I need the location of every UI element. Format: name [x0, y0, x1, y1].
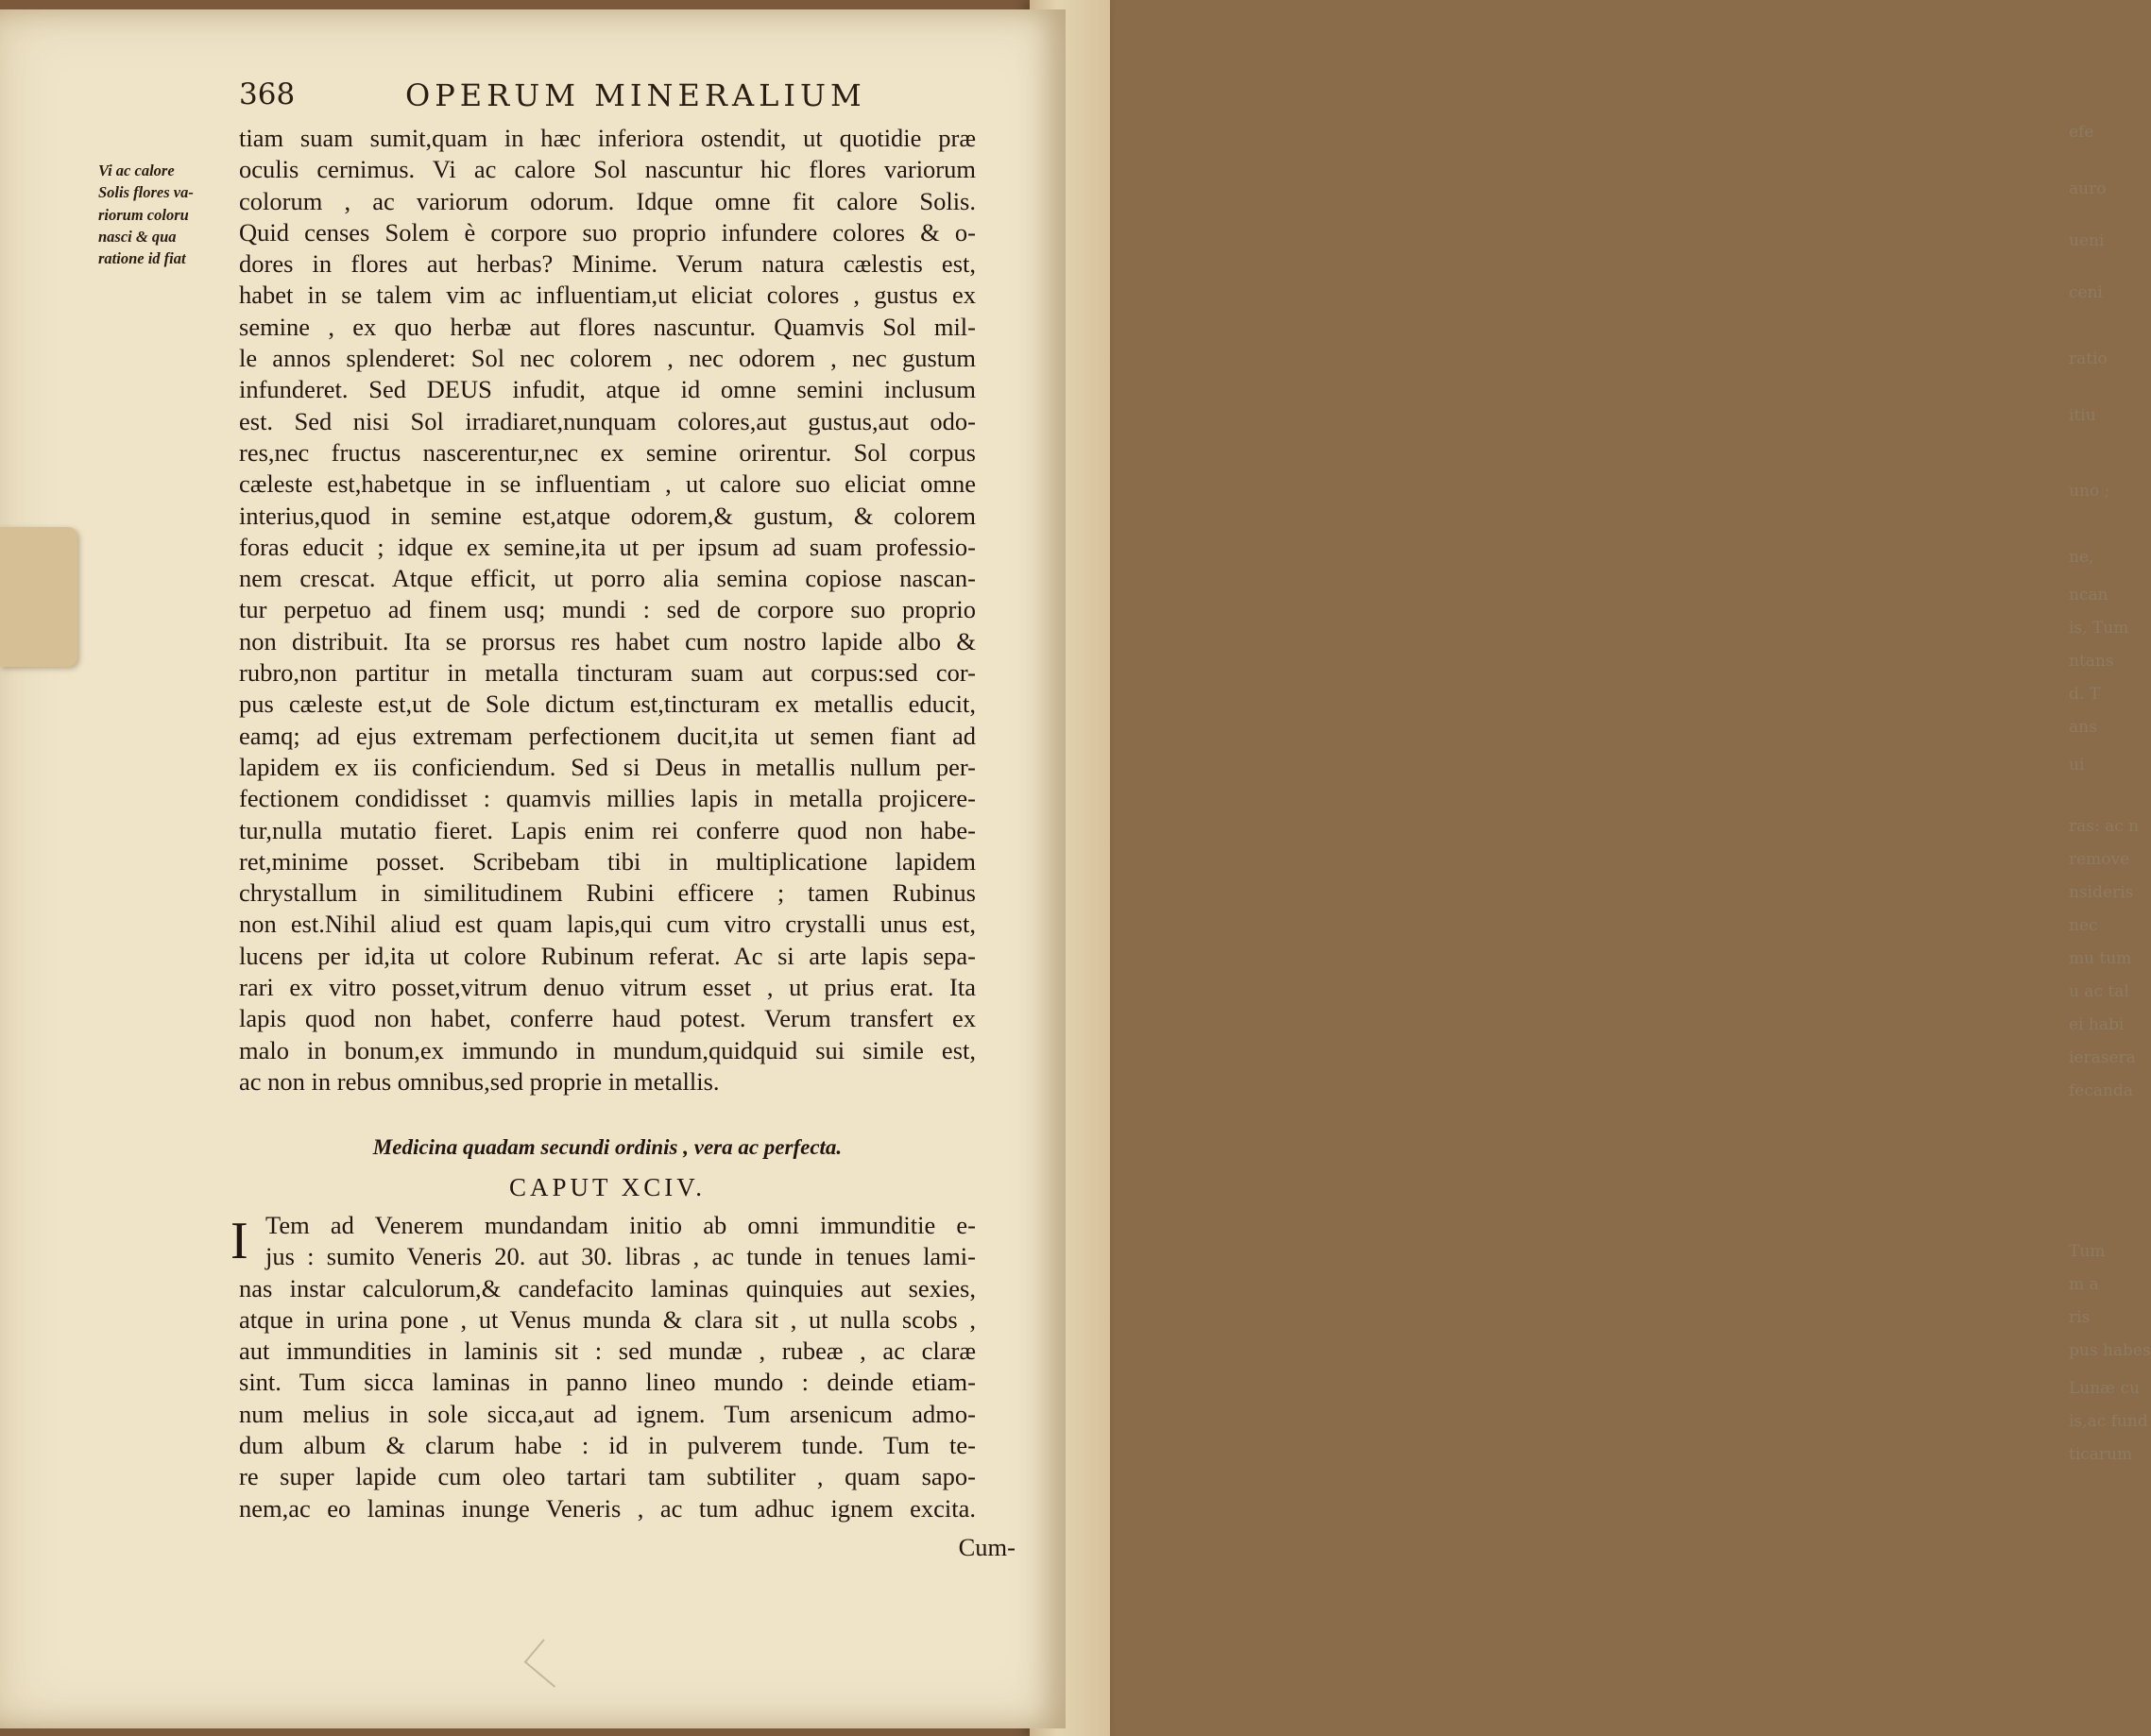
- text-line: fectionem condidisset : quamvis millies lapis in metalla projicere-: [239, 784, 976, 813]
- text-line: cæleste est,habetque in se influentiam , ut calore suo eliciat omne: [239, 469, 976, 499]
- marginal-note: [98, 160, 240, 269]
- text-line: rubro,non partitur in metalla tincturam suam aut corpus:sed cor-: [239, 658, 976, 688]
- bleed-text: itiu: [2069, 406, 2096, 425]
- margin-note-line: nasci & qua: [98, 227, 177, 246]
- bleed-text: ui: [2069, 756, 2085, 774]
- text-line: est. Sed nisi Sol irradiaret,nunquam colores,aut gustus,aut odo-: [239, 406, 976, 435]
- text-line: foras educit ; idque ex semine,ita ut per ipsum ad suam professio-: [239, 532, 976, 561]
- text-line: chrystallum in similitudinem Rubini efficere ; tamen Rubinus: [239, 878, 976, 908]
- text-line: lucens per id,ita ut colore Rubinum referat. Ac si arte lapis sepa-: [239, 941, 976, 970]
- text-line: semine , ex quo herbæ aut flores nascuntur. Quamvis Sol mil-: [239, 312, 976, 341]
- text-line: non est.Nihil aliud est quam lapis,qui cum vitro crystalli unus est,: [239, 910, 976, 939]
- bleed-text: ueni: [2069, 231, 2105, 250]
- bleed-text: mu tum: [2069, 949, 2132, 968]
- section-heading: Medicina quadam secundi ordinis , vera ac perfecta.: [372, 1135, 843, 1159]
- text-line: aut immundities in laminis sit : sed mundæ , rubeæ , ac claræ: [239, 1336, 976, 1366]
- drop-cap: I: [230, 1212, 248, 1270]
- text-line: tur,nulla mutatio fieret. Lapis enim rei conferre quod non habe-: [239, 815, 976, 844]
- text-line: ret,minime posset. Scribebam tibi in multiplicatione lapidem: [239, 846, 976, 876]
- text-line: ac non in rebus omnibus,sed proprie in metallis.: [239, 1066, 720, 1096]
- text-line: colorum , ac variorum odorum. Idque omne fit calore Solis.: [239, 186, 976, 215]
- bleed-text: ris: [2069, 1308, 2091, 1327]
- bleed-text: efe: [2069, 123, 2094, 142]
- catchword: Cum-: [958, 1533, 1016, 1561]
- bleed-text: nsideris: [2069, 883, 2134, 902]
- text-line: habet in se talem vim ac influentiam,ut eliciat colores , gustus ex: [239, 281, 976, 310]
- bleed-text: m a: [2069, 1275, 2099, 1294]
- bleed-text: d. T: [2069, 685, 2101, 704]
- text-line: dores in flores aut herbas? Minime. Verum natura cælestis est,: [239, 249, 976, 279]
- body-paragraph-2: [239, 1210, 976, 1524]
- bleed-text: ierasera: [2069, 1048, 2136, 1067]
- text-line: lapidem ex iis conficiendum. Sed si Deus in metallis nullum per-: [239, 752, 976, 781]
- bleed-text: is,ac fund: [2069, 1412, 2148, 1431]
- margin-note-line: Vi ac calore: [98, 162, 175, 179]
- page-number: 368: [239, 77, 296, 111]
- page-header: [239, 77, 995, 120]
- text-line: oculis cernimus. Vi ac calore Sol nascuntur hic flores variorum: [239, 155, 976, 184]
- bleed-text: ratio: [2069, 349, 2108, 368]
- margin-note-line: ratione id fiat: [98, 249, 186, 268]
- bleed-text: ntans: [2069, 652, 2114, 671]
- text-line: nas instar calculorum,& candefacito laminas quinquies aut sexies,: [239, 1273, 976, 1302]
- bleed-text: ras: ac n: [2069, 817, 2140, 836]
- bleed-text: Tum: [2069, 1242, 2106, 1261]
- text-line: non distribuit. Ita se prorsus res habet cum nostro lapide albo &: [239, 626, 976, 655]
- bleed-text: ticarum: [2069, 1445, 2133, 1464]
- text-line: rari ex vitro posset,vitrum denuo vitrum esset , ut prius erat. Ita: [239, 973, 976, 1002]
- bleed-text: ei habi: [2069, 1015, 2125, 1034]
- text-line: eamq; ad ejus extremam perfectionem ducit,ita ut semen fiant ad: [239, 721, 976, 750]
- text-line: Quid censes Solem è corpore suo proprio infundere colores & o-: [239, 217, 976, 247]
- bleed-text: ne,: [2069, 548, 2094, 567]
- text-line: nem,ac eo laminas inunge Veneris , ac tum adhuc ignem excita.: [239, 1493, 976, 1523]
- text-line: tiam suam sumit,quam in hæc inferiora ostendit, ut quotidie præ: [239, 124, 976, 152]
- text-line: dum album & clarum habe : id in pulverem tunde. Tum te-: [239, 1431, 976, 1460]
- chapter-title: CAPUT XCIV.: [508, 1173, 707, 1201]
- text-line: tur perpetuo ad finem usq; mundi : sed de corpore suo proprio: [239, 595, 976, 624]
- bleed-text: ceni: [2069, 283, 2103, 302]
- bleed-text: ncan: [2069, 586, 2108, 604]
- bleed-text: Lunæ cu: [2069, 1379, 2141, 1398]
- text-line: re super lapide cum oleo tartari tam subtiliter , quam sapo-: [239, 1462, 976, 1491]
- margin-note-line: Solis flores va-: [98, 183, 194, 202]
- text-line: infunderet. Sed DEUS infudit, atque id omne semini inclusum: [239, 375, 976, 404]
- text-line: res,nec fructus nascerentur,nec ex semine orirentur. Sol corpus: [239, 437, 976, 467]
- text-line: num melius in sole sicca,aut ad ignem. Tum arsenicum admo-: [239, 1399, 976, 1428]
- bleed-text: remove: [2069, 850, 2130, 869]
- running-head: OPERUM MINERALIUM: [405, 77, 866, 113]
- bleed-text: fecanda: [2069, 1081, 2133, 1100]
- text-line: malo in bonum,ex immundo in mundum,quidquid sui simile est,: [239, 1035, 976, 1064]
- text-line: interius,quod in semine est,atque odorem,& gustum, & colorem: [239, 501, 976, 530]
- bleed-text: nec: [2069, 916, 2098, 935]
- text-line: jus : sumito Veneris 20. aut 30. libras , ac tunde in tenues lami-: [265, 1242, 976, 1271]
- paper-tab: [0, 527, 77, 667]
- margin-note-line: riorum coloru: [98, 205, 189, 224]
- text-line: pus cæleste est,ut de Sole dictum est,tincturam ex metallis educit,: [239, 689, 976, 719]
- bleed-text: uno ;: [2069, 482, 2110, 501]
- text-line: lapis quod non habet, conferre haud potest. Verum transfert ex: [239, 1004, 976, 1033]
- text-line: sint. Tum sicca laminas in panno lineo mundo : deinde etiam-: [239, 1368, 976, 1397]
- bleed-text: auro: [2069, 179, 2107, 198]
- text-line: le annos splenderet: Sol nec colorem , nec odorem , nec gustum: [239, 344, 976, 373]
- text-line: nem crescat. Atque efficit, ut porro alia semina copiose nascan-: [239, 564, 976, 593]
- bleed-text: is, Tum: [2069, 619, 2129, 638]
- bleed-text: ans: [2069, 718, 2097, 737]
- text-line: Tem ad Venerem mundandam initio ab omni immunditie e-: [265, 1211, 976, 1239]
- bleed-text: u ac tal: [2069, 982, 2129, 1001]
- body-paragraph-1: [239, 123, 976, 1098]
- bleed-text: pus habes: [2069, 1341, 2151, 1360]
- text-line: atque in urina pone , ut Venus munda & clara sit , ut nulla scobs ,: [239, 1304, 976, 1334]
